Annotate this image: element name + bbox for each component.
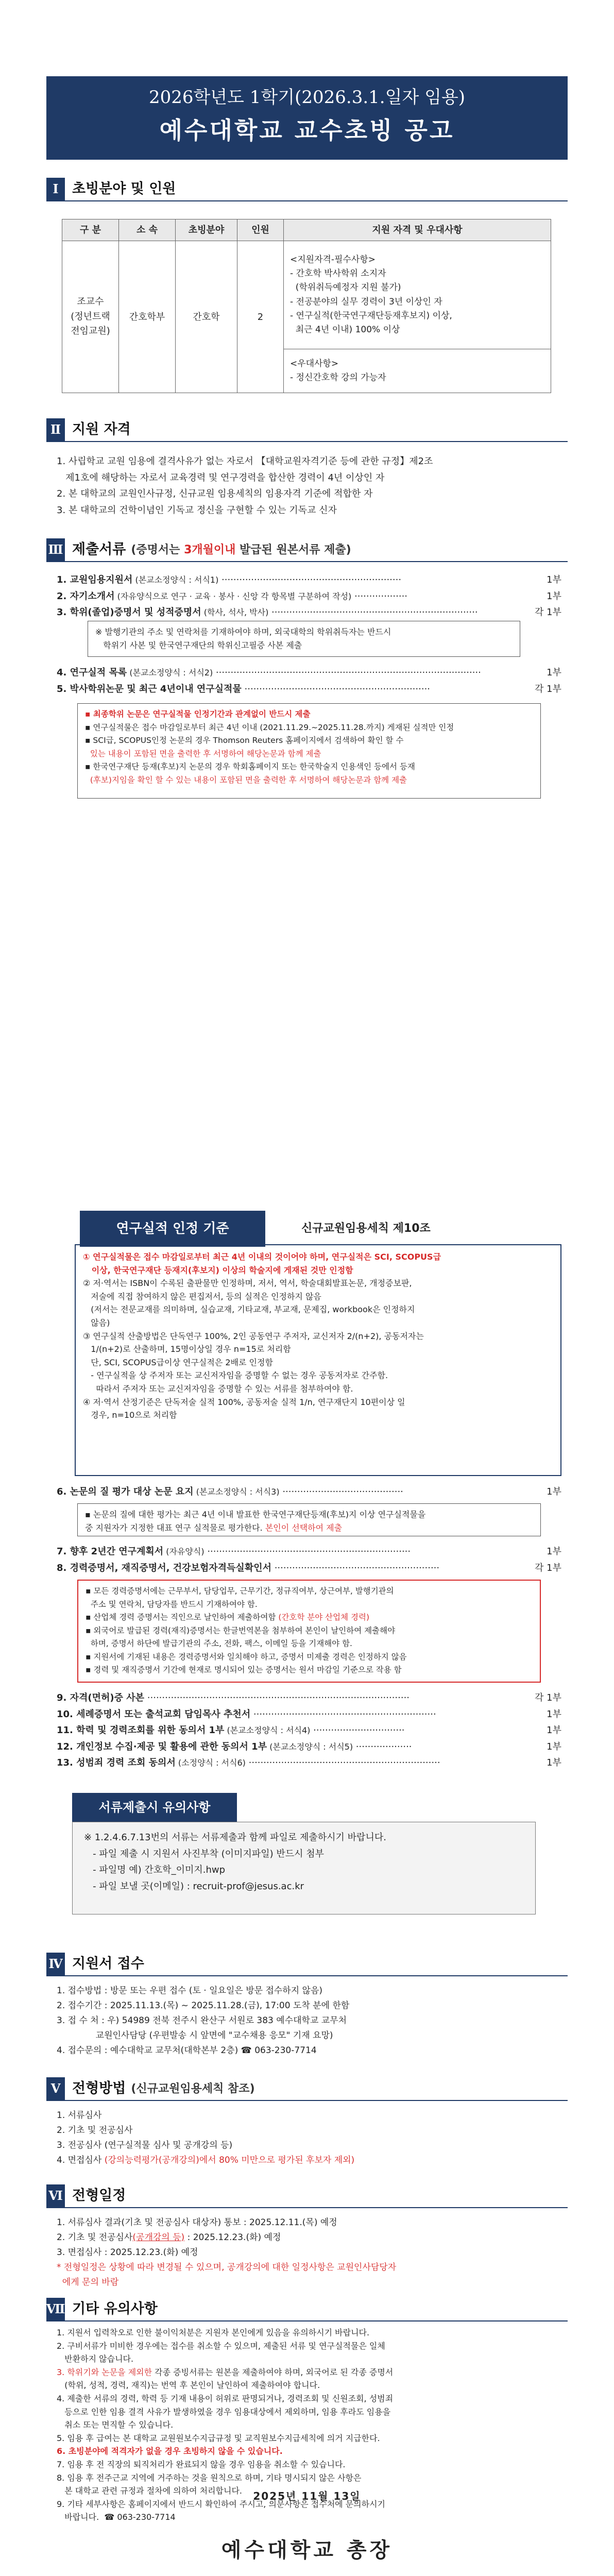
- list-item: 1. 서류심사: [57, 2110, 102, 2121]
- section-2-rule: [46, 441, 568, 442]
- doc-item: 9. 자격(면허)증 사본 ························································································· 각 1부: [57, 1692, 561, 1703]
- list-item: 3. 전공심사 (연구실적물 심사 및 공개강의 등): [57, 2140, 233, 2150]
- schedule-note: * 전형일정은 상황에 따라 변경될 수 있으며, 공개강의에 대한 일정사항은 교원인사담당자: [57, 2262, 397, 2273]
- schedule-list: [57, 2215, 561, 2290]
- doc-item: 13. 성범죄 경력 조회 동의서 (소정양식 : 서식6) ································································· 1부: [57, 1757, 561, 1768]
- list-item: 3. 면접심사 : 2025.12.23.(화) 예정: [57, 2247, 198, 2258]
- criteria-box: ① 연구실적물은 접수 마감일로부터 최근 4년 이내의 것이어야 하며, 연구실적은 SCI, SCOPUS급 이상, 한국연구재단 등재지(후보지) 이상의 학술지에 게재된 것만 인정함 ② 저·역서는 ISBN이 수록된 출판물만 인정하며, 저서, 역서, 학술대회발표논문, 개정증보판, 저술에 직접 참여하지 않은 편집저서, 등의 실적은 인정하지 않음 (저서는 전문교재를 의미하며, 실습교재, 기타교재, 부교재, 문제집, workbook은 인정하지 않음) ③ 연구실적 산출방법은 단독연구 100%, 2인 공동연구 주저자, 교신저자 2/(n+2), 공동저자는 1/(n+2)로 산출하며, 15명이상일 경우 n=15로 처리함 단, SCI, SCOPUS급이상 연구실적은 2배로 인정함 - 연구실적을 상 주저자 또는 교신저자임을 증명할 수 없는 경우 공동저자로 간주함. 따라서 주저자 또는 교신저자임을 증명할 수 있는 서류를 첨부하여야 함. ④ 저·역서 산정기준은 단독저술 실적 100%, 공동저술 실적 1/n, 연구재단지 10편이상 일 경우, n=10으로 처리함: [75, 1244, 561, 1476]
- cell-dept: 간호학부: [119, 241, 176, 393]
- docs-group-c: [57, 1484, 561, 1500]
- research-requirement-box: ▪ 최종학위 논문은 연구실적물 인정기간과 관계없이 반드시 제출 ▪ 연구실적물은 접수 마감일로부터 최근 4년 이내 (2021.11.29.~2025.11.28.까지) 게재된 실적만 인정 ▪ SCI급, SCOPUS인정 논문의 경우 Thomson Reuters 홈페이지에서 검색하여 확인 할 수 있는 내용이 포함된 면을 출력한 후 서명하여 해당논문과 함께 제출 ▪ 한국연구재단 등재(후보)지 논문의 경우 학회홈페이지 또는 한국학술지 인용색인 등에서 등재 (후보)지임을 확인 할 수 있는 내용이 포함된 면을 출력한 후 서명하여 해당논문과 함께 제출: [77, 703, 541, 799]
- list-item: 2. 기초 및 전공심사: [57, 2125, 133, 2136]
- list-item: 7. 임용 후 전 직장의 퇴직처리가 완료되지 않을 경우 임용을 취소할 수 있습니다.: [57, 2459, 346, 2469]
- list-item: 1. 접수방법 : 방문 또는 우편 접수 (토 · 일요일은 방문 접수하지 않음): [57, 1986, 323, 1996]
- paper-quality-box: ▪ 논문의 질에 대한 평가는 최근 4년 이내 발표한 한국연구재단등재(후보)지 이상 연구실적물을 중 지원자가 지정한 대표 연구 실적물로 평가한다. 본인이 선택하여 제출: [77, 1503, 541, 1536]
- cell-type: 조교수 (정년트랙 전임교원): [62, 241, 119, 393]
- section-4-rule: [46, 1975, 568, 1976]
- doc-item: 12. 개인정보 수집·제공 및 활용에 관한 동의서 1부 (본교소정양식 : 서식5) ··················· 1부: [57, 1741, 561, 1752]
- list-item: 2. 접수기간 : 2025.11.13.(목) ~ 2025.11.28.(금), 17:00 도착 분에 한함: [57, 2000, 350, 2011]
- cell-count: 2: [237, 241, 284, 393]
- doc-item: 8. 경력증명서, 재직증명서, 건강보험자격득실확인서 ························································ 각 1부: [57, 1562, 561, 1573]
- list-item: 4. 제출한 서류의 경력, 학력 등 기재 내용이 허위로 판명되거나, 경력조회 및 신원조회, 성범죄: [57, 2393, 394, 2403]
- list-item: 3. 학위기와 논문을 제외한 각종 증빙서류는 원본을 제출하여야 하며, 외국어로 된 각종 증명서: [57, 2367, 394, 2377]
- docs-group-b: [57, 665, 561, 697]
- docs-7-8-list: [57, 1544, 561, 1576]
- criteria-reference: 신규교원임용세칙 제10조: [301, 1222, 431, 1235]
- recruit-table: [62, 219, 551, 393]
- docs-9-13-list: [57, 1690, 561, 1771]
- header-title: 예수대학교 교수초빙 공고: [159, 116, 455, 144]
- doc-item: 6. 논문의 질 평가 대상 논문 요지 (본교소정양식 : 서식3) ········································· 1부: [57, 1486, 561, 1497]
- list-item: 바랍니다. ☎ 063-230-7714: [57, 2512, 176, 2522]
- cell-requirements: <지원자격-필수사항> - 간호학 박사학위 소지자 (학위취득예정자 지원 불가) - 전공분야의 실무 경력이 3년 이상인 자 - 연구실적(한국연구재단등재후보지) 이상, 최근 4년 이내) 100% 이상: [284, 241, 551, 349]
- list-item: 취소 또는 면직할 수 있습니다.: [57, 2420, 174, 2430]
- list-item: 2. 기초 및 전공심사(공개강의 등) : 2025.12.23.(화) 예정: [57, 2232, 281, 2243]
- qualification-list: [57, 453, 561, 518]
- schedule-note: 에게 문의 바람: [57, 2277, 119, 2287]
- list-item: 2. 본 대학교의 교원인사규정, 신규교원 임용세칙의 임용자격 기준에 적합한 자: [57, 488, 373, 499]
- doc-item: 3. 학위(졸업)증명서 및 성적증명서 (학사, 석사, 박사) ······································································ 각 1부: [57, 607, 561, 618]
- list-item: 1. 사립학교 교원 임용에 결격사유가 없는 자로서 【대학교원자격기준 등에 관한 규정】제2조: [57, 456, 433, 467]
- section-6-title: Ⅵ 전형일정: [46, 2184, 126, 2207]
- doc-item: 7. 향후 2년간 연구계획서 (자유양식) ····································································· 1부: [57, 1546, 561, 1557]
- section-5-rule: [46, 2100, 568, 2101]
- list-item: 제1호에 해당하는 자로서 교육경력 및 연구경력을 합산한 경력이 4년 이상인 자: [57, 472, 385, 483]
- apply-list: [57, 1984, 561, 2058]
- list-item: 4. 접수문의 : 예수대학교 교무처(대학본부 2층) ☎ 063-230-7714: [57, 2045, 317, 2056]
- list-item: 교원인사담당 (우편발송 시 앞면에 "교수채용 응모" 기재 요망): [57, 2030, 333, 2041]
- table-header: 소 속: [119, 219, 176, 241]
- section-7-title: Ⅶ 기타 유의사항: [46, 2298, 158, 2320]
- section-4-title: Ⅳ 지원서 접수: [46, 1953, 144, 1975]
- list-item: 2. 구비서류가 미비한 경우에는 접수를 취소할 수 있으며, 제출된 서류 및 연구실적물은 일체: [57, 2341, 385, 2351]
- section-1-title: Ⅰ 초빙분야 및 인원: [46, 178, 176, 200]
- list-item: 3. 접 수 처 : 우) 54989 전북 전주시 완산구 서원로 383 예수대학교 교무처: [57, 2015, 347, 2026]
- president-signature: 예수대학교 총장: [221, 2538, 393, 2562]
- header-subtitle: 2026학년도 1학기(2026.3.1.일자 임용): [148, 87, 466, 108]
- section-3-title: Ⅲ 제출서류 (증명서는 3개월이내 발급된 원본서류 제출): [46, 538, 351, 561]
- list-item: 1. 지원서 입력착오로 인한 불이익처분은 지원자 본인에게 있음을 유의하시기 바랍니다.: [57, 2328, 370, 2337]
- list-item: 5. 임용 후 급여는 본 대학교 교원원보수지급규정 및 교직원보수지급세칙에 의거 지급한다.: [57, 2433, 380, 2443]
- doc-item: 11. 학력 및 경력조회를 위한 동의서 1부 (본교소정양식 : 서식4) ······························· 1부: [57, 1725, 561, 1736]
- section-2-title: Ⅱ 지원 자격: [46, 418, 131, 441]
- doc-item: 1. 교원임용지원서 (본교소정양식 : 서식1) ····························································· 1부: [57, 574, 561, 585]
- section-1-rule: [46, 200, 568, 201]
- doc-item: 4. 연구실적 목록 (본교소정양식 : 서식2) ·························································································· 1부: [57, 667, 561, 678]
- list-item: 8. 임용 후 전주근교 지역에 거주하는 것을 원칙으로 하며, 기타 명시되지 않은 사항은: [57, 2472, 362, 2483]
- list-item: 반환하지 않습니다.: [57, 2354, 134, 2364]
- list-item: (학위, 성적, 경력, 재직)는 번역 후 본인이 날인하여 제출하여야 합니다.: [57, 2380, 320, 2391]
- list-item: 4. 면접심사 (강의능력평가(공개강의)에서 80% 미만으로 평가된 후보자 제외): [57, 2155, 355, 2165]
- section-5-title: Ⅴ 전형방법 (신규교원임용세칙 참조): [46, 2077, 255, 2100]
- doc-item: 5. 박사학위논문 및 최근 4년이내 연구실적물 ······························································· 각 1부: [57, 683, 561, 694]
- method-list: [57, 2108, 561, 2168]
- section-7-rule: [46, 2320, 568, 2321]
- table-header: 구 분: [62, 219, 119, 241]
- list-item: 6. 초빙분야에 적격자가 없을 경우 초빙하지 않을 수 있습니다.: [57, 2446, 283, 2456]
- docs-group-a: [57, 572, 561, 621]
- career-cert-box: ▪ 모든 경력증명서에는 근무부서, 담당업무, 근무기간, 정규직여부, 상근여부, 발행기관의 주소 및 연락처, 담당자를 반드시 기재하여야 함. ▪ 산업체 경력 증명서는 직인으로 날인하여 제출하여함 (간호학 분야 산업체 경력) ▪ 외국어로 발급된 경력(재직)증명서는 한글번역본을 첨부하여 본인이 날인하여 제출해야 하며, 증명서 하단에 발급기관의 주소, 전화, 팩스, 이메일 등을 기재해야 함. ▪ 지원서에 기재된 내용은 경력증명서와 일치해야 하고, 증명서 미제출 경력은 인정하지 않음 ▪ 경력 및 재직증명서 기간에 현재로 명시되어 있는 증명서는 원서 마감일 기준으로 작용 함: [77, 1580, 541, 1683]
- section-3-rule: [46, 561, 568, 562]
- list-item: 등으로 인한 임용 결격 사유가 발생하였을 경우 임용대상에서 제외하며, 임용 후라도 임용을: [57, 2406, 391, 2417]
- notice-box: ※ 1.2.4.6.7.13번의 서류는 서류제출과 함께 파일로 제출하시기 바랍니다. - 파일 제출 시 지원서 사진부착 (이미지파일) 반드시 첨부 - 파일명 예) 간호학_이미지.hwp - 파일 보낼 곳(이메일) : recruit-prof@jesus.ac.kr: [72, 1822, 536, 1914]
- cell-field: 간호학: [176, 241, 237, 393]
- cell-preferences: <우대사항> - 정신간호학 강의 가능자: [284, 349, 551, 393]
- list-item: 1. 서류심사 결과(기초 및 전공심사 대상자) 통보 : 2025.12.11.(목) 예정: [57, 2217, 337, 2228]
- table-header: 인원: [237, 219, 284, 241]
- announcement-date: 2025년 11월 13일: [253, 2490, 361, 2502]
- criteria-title: 연구실적 인정 기준: [80, 1211, 265, 1247]
- notice-title: 서류제출시 유의사항: [72, 1793, 237, 1822]
- list-item: 9. 기타 세부사항은 홈페이지에서 반드시 확인하여 주시고, 의문사항은 접수처에 문의하시기: [57, 2499, 385, 2509]
- doc-item: 10. 세례증명서 또는 출석교회 담임목사 추천서 ······························································ 1부: [57, 1708, 561, 1720]
- doc-item: 2. 자기소개서 (자유양식으로 연구 · 교육 · 봉사 · 신앙 각 항목별 구분하여 작성) ·················· 1부: [57, 590, 561, 602]
- announcement-header: [46, 76, 568, 160]
- list-item: 3. 본 대학교의 건학이념인 기독교 정신을 구현할 수 있는 기독교 신자: [57, 504, 337, 516]
- table-header: 지원 자격 및 우대사항: [284, 219, 551, 241]
- list-item: 본 대학교 관련 규정과 절차에 의하여 처리합니다.: [57, 2486, 242, 2496]
- section-6-rule: [46, 2207, 568, 2208]
- table-header: 초빙분야: [176, 219, 237, 241]
- docs-note-box: ※ 발행기관의 주소 및 연락처를 기재하여야 하며, 외국대학의 학위취득자는 반드시 학위기 사본 및 한국연구재단의 학위신고필증 사본 제출: [88, 621, 520, 657]
